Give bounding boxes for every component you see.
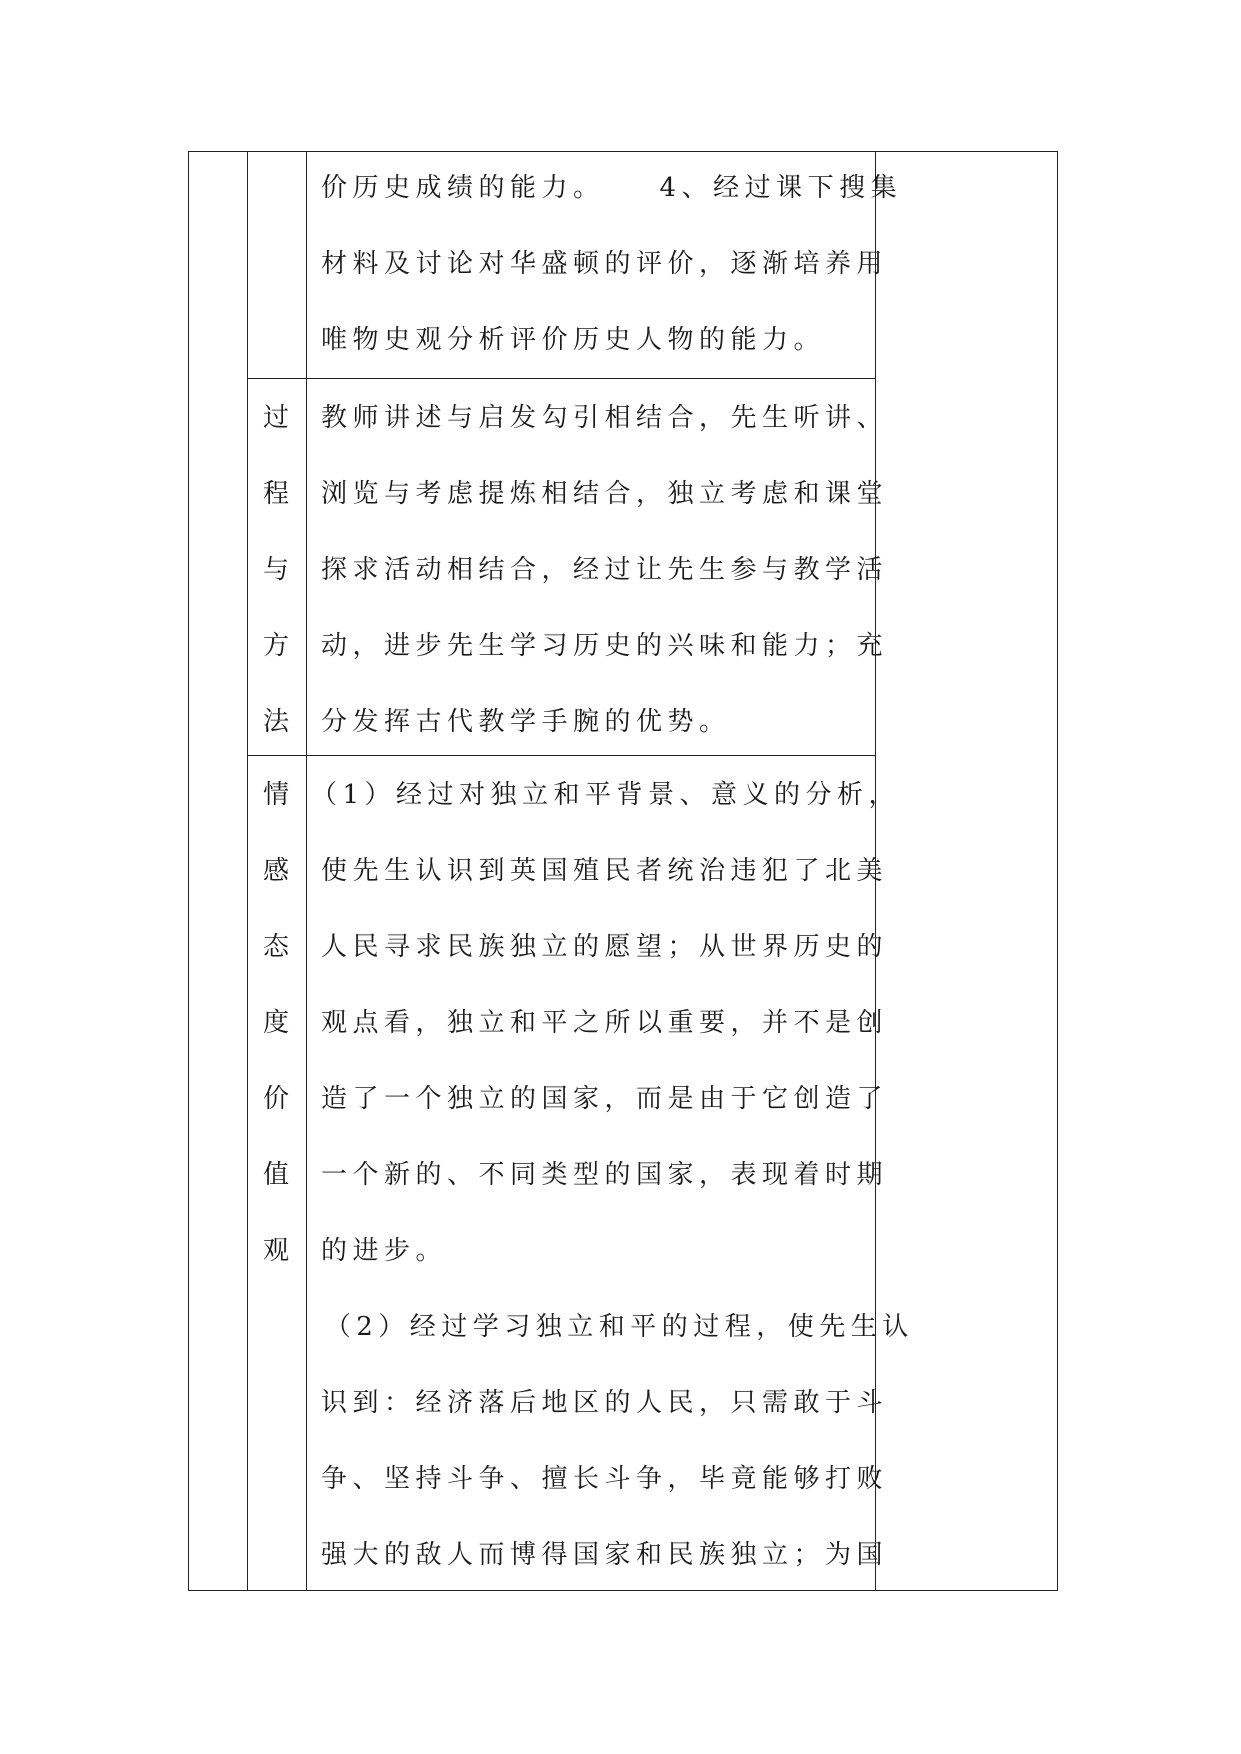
row3-line-6: 一个新的、不同类型的国家，表现着时期 [321, 1160, 889, 1190]
row3-line-2: 使先生认识到英国殖民者统治违犯了北美 [321, 856, 889, 886]
row3-line-4: 观点看，独立和平之所以重要，并不是创 [321, 1008, 889, 1038]
row3-line-8: （2）经过学习独立和平的过程，使先生认 [311, 1312, 914, 1342]
row3-line-3: 人民寻求民族独立的愿望；从世界历史的 [321, 932, 889, 962]
row2-line-3: 探求活动相结合，经过让先生参与教学活 [321, 555, 889, 585]
row3-line-5: 造了一个独立的国家，而是由于它创造了 [321, 1084, 889, 1114]
row2-line-2: 浏览与考虑提炼相结合，独立考虑和课堂 [321, 479, 889, 509]
row3-label-char: 观 [262, 1236, 289, 1266]
row3-label-char: 态 [262, 932, 289, 962]
row3-label-char: 值 [262, 1160, 289, 1190]
row1-line-3: 唯物史观分析评价历史人物的能力。 [321, 325, 826, 355]
row3-line-11: 强大的敌人而博得国家和民族独立；为国 [321, 1540, 889, 1570]
row3-line-9: 识到：经济落后地区的人民，只需敢于斗 [321, 1388, 889, 1418]
row3-line-10: 争、坚持斗争、擅长斗争，毕竟能够打败 [321, 1464, 889, 1494]
row2-line-1: 教师讲述与启发勾引相结合，先生听讲、 [321, 403, 889, 433]
row2-label-char: 方 [262, 631, 289, 661]
lesson-plan-table [188, 151, 1058, 1591]
row2-line-4: 动，进步先生学习历史的兴味和能力；充 [321, 631, 889, 661]
row1-line-2: 材料及讨论对华盛顿的评价，逐渐培养用 [321, 249, 889, 279]
row3-label-char: 感 [262, 856, 289, 886]
row3-label-char: 价 [262, 1084, 289, 1114]
row2-label-char: 法 [262, 707, 289, 737]
row1-line-1: 价历史成绩的能力。 4、经过课下搜集 [321, 173, 903, 203]
row3-line-7: 的进步。 [321, 1236, 448, 1266]
row3-label-char: 度 [262, 1008, 289, 1038]
row2-label [247, 380, 305, 760]
row2-label-char: 程 [262, 479, 289, 509]
row2-line-5: 分发挥古代教学手腕的优势。 [321, 707, 731, 737]
column-divider [306, 152, 307, 1590]
row3-line-1: （1）经过对独立和平背景、意义的分析， [311, 780, 901, 810]
row-divider [247, 378, 875, 379]
row3-label-char: 情 [262, 780, 289, 810]
row3-label [247, 757, 305, 1289]
row2-label-char: 过 [262, 403, 289, 433]
row2-label-char: 与 [262, 555, 289, 585]
